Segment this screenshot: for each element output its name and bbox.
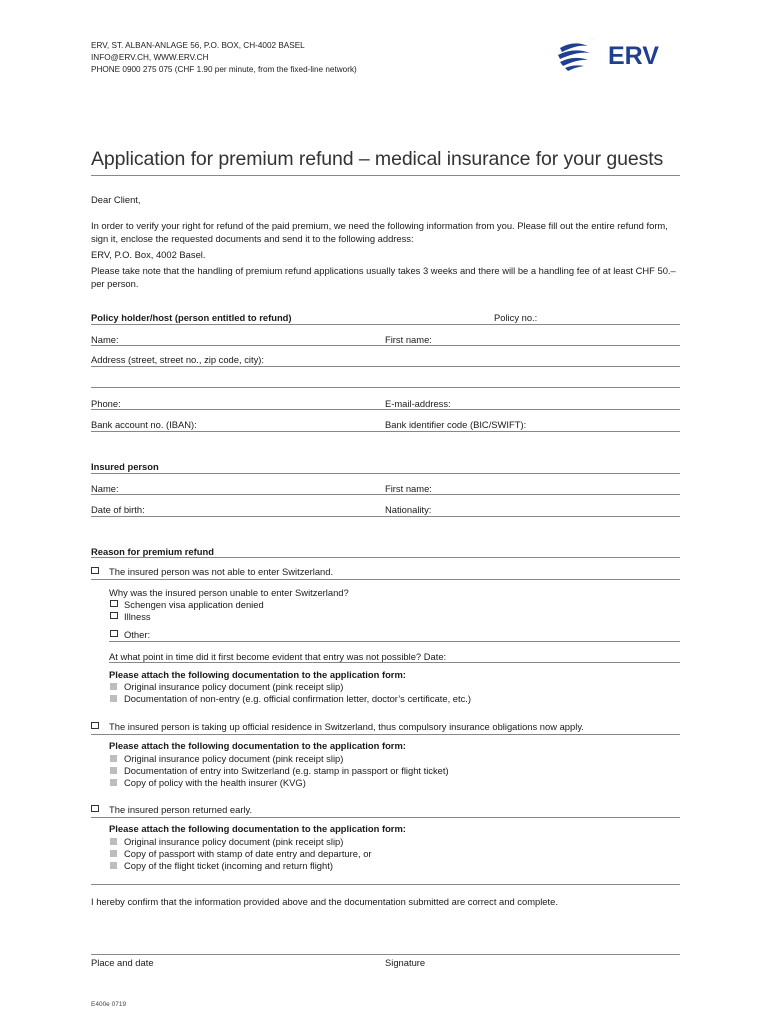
option1-rule — [91, 579, 680, 580]
policy-holder-rule — [91, 324, 680, 325]
insured-first-name-field[interactable]: First name: — [385, 483, 432, 494]
form-code: E400e 0719 — [91, 1001, 127, 1008]
bullet-square — [110, 850, 117, 857]
schengen-denied-label: Schengen visa application denied — [124, 599, 264, 610]
sender-address — [91, 40, 357, 76]
signature-field[interactable]: Signature — [385, 957, 426, 968]
attach1-item: Documentation of non-entry (e.g. official confirmation letter, doctor’s certificate, etc.) — [124, 693, 472, 704]
mailing-address: ERV, P.O. Box, 4002 Basel. — [91, 249, 206, 260]
erv-swirl-logo-icon — [558, 37, 602, 73]
logo-text: ERV — [608, 42, 659, 70]
why-question: Why was the insured person unable to enter Switzerland? — [109, 587, 349, 598]
attach2-item: Original insurance policy document (pink receipt slip) — [124, 753, 344, 764]
when-date-line — [109, 662, 680, 663]
attachments-end-rule — [91, 884, 680, 885]
bullet-square — [110, 683, 117, 690]
option-not-entered-checkbox[interactable] — [91, 567, 99, 574]
phone-line: PHONE 0900 275 075 (CHF 1.90 per minute, from the fixed-line network) — [91, 65, 357, 74]
insured-dob-line — [91, 516, 680, 517]
option-residence-label: The insured person is taking up official residence in Switzerland, thus compulsory insurance obligations now apply. — [109, 721, 584, 732]
insured-name-field[interactable]: Name: — [91, 483, 119, 494]
option3-rule — [91, 817, 680, 818]
insured-nationality-field[interactable]: Nationality: — [385, 504, 432, 515]
attach3-item: Copy of the flight ticket (incoming and return flight) — [124, 860, 333, 871]
holder-name-field[interactable]: Name: — [91, 334, 119, 345]
holder-phone-line — [91, 409, 680, 410]
option-returned-early-label: The insured person returned early. — [109, 804, 253, 815]
other-checkbox[interactable] — [110, 630, 118, 637]
page-title: Application for premium refund – medical insurance for your guests — [91, 148, 664, 170]
insured-person-rule — [91, 473, 680, 474]
insured-name-line — [91, 494, 680, 495]
attach2-item: Documentation of entry into Switzerland (e.g. stamp in passport or flight ticket) — [124, 765, 449, 776]
holder-first-name-field[interactable]: First name: — [385, 334, 432, 345]
holder-bic-field[interactable]: Bank identifier code (BIC/SWIFT): — [385, 419, 527, 430]
holder-address-line1 — [91, 366, 680, 367]
place-date-field[interactable]: Place and date — [91, 957, 154, 968]
attach2-item: Copy of policy with the health insurer (KVG) — [124, 777, 306, 788]
intro-paragraph: In order to verify your right for refund of the paid premium, we need the following information from you. Please fill out the entire refund form, sign it, enclose the requested documents and send it to the following address: — [91, 220, 668, 245]
bullet-square — [110, 755, 117, 762]
schengen-denied-checkbox[interactable] — [110, 600, 118, 607]
bullet-square — [110, 838, 117, 845]
holder-name-line — [91, 345, 680, 346]
address-line: ERV, ST. ALBAN-ANLAGE 56, P.O. BOX, CH-4002 BASEL — [91, 41, 305, 50]
holder-address-field[interactable]: Address (street, street no., zip code, city): — [91, 354, 264, 365]
bullet-square — [110, 695, 117, 702]
insured-dob-field[interactable]: Date of birth: — [91, 504, 145, 515]
holder-iban-field[interactable]: Bank account no. (IBAN): — [91, 419, 197, 430]
title-underline — [91, 175, 680, 176]
greeting: Dear Client, — [91, 194, 141, 205]
other-line — [109, 641, 680, 642]
contact-line: INFO@ERV.CH, WWW.ERV.CH — [91, 53, 209, 62]
holder-bank-line — [91, 431, 680, 432]
bullet-square — [110, 862, 117, 869]
policy-no-label: Policy no.: — [494, 312, 538, 323]
holder-email-field[interactable]: E-mail-address: — [385, 398, 451, 409]
signature-line — [91, 954, 680, 955]
other-field[interactable]: Other: — [124, 629, 151, 640]
option2-rule — [91, 734, 680, 735]
option-residence-checkbox[interactable] — [91, 722, 99, 729]
bullet-square — [110, 767, 117, 774]
option-not-entered-label: The insured person was not able to enter Switzerland. — [109, 566, 334, 577]
insured-person-heading: Insured person — [91, 461, 159, 472]
holder-phone-field[interactable]: Phone: — [91, 398, 121, 409]
illness-label: Illness — [124, 611, 151, 622]
confirmation-text: I hereby confirm that the information provided above and the documentation submitted are correct and complete. — [91, 896, 558, 907]
erv-logo — [556, 34, 686, 76]
reason-rule — [91, 557, 680, 558]
attach1-item: Original insurance policy document (pink receipt slip) — [124, 681, 344, 692]
attach3-item: Original insurance policy document (pink receipt slip) — [124, 836, 344, 847]
attach-heading-1: Please attach the following documentation to the application form: — [109, 669, 406, 680]
reason-heading: Reason for premium refund — [91, 546, 214, 557]
attach3-item: Copy of passport with stamp of date entry and departure, or — [124, 848, 372, 859]
policy-holder-heading: Policy holder/host (person entitled to refund) — [91, 312, 292, 323]
when-date-field[interactable]: At what point in time did it first become evident that entry was not possible? Date: — [109, 651, 447, 662]
holder-address-line2 — [91, 387, 680, 388]
attach-heading-3: Please attach the following documentation to the application form: — [109, 823, 406, 834]
bullet-square — [110, 779, 117, 786]
handling-note: Please take note that the handling of premium refund applications usually takes 3 weeks and there will be a handling fee of at least CHF 50.– per person. — [91, 265, 676, 290]
illness-checkbox[interactable] — [110, 612, 118, 619]
attach-heading-2: Please attach the following documentation to the application form: — [109, 740, 406, 751]
option-returned-early-checkbox[interactable] — [91, 805, 99, 812]
